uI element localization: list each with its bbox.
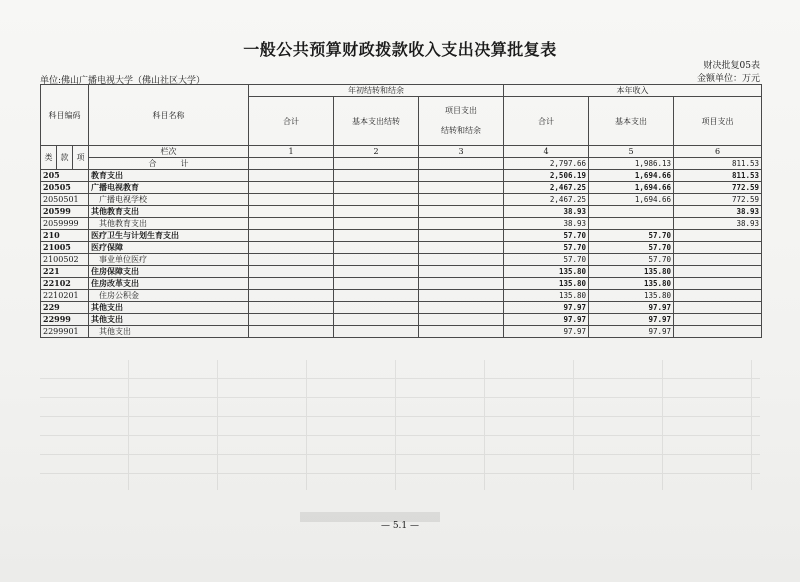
row-carry-total xyxy=(249,302,334,314)
row-subject-name: 事业单位医疗 xyxy=(89,254,249,266)
row-carry-basic xyxy=(334,266,419,278)
row-carry-total xyxy=(249,218,334,230)
col-header-project-carry-line1: 项目支出 xyxy=(445,106,478,115)
col-number-5: 5 xyxy=(589,146,674,158)
row-subject-name: 住房保障支出 xyxy=(89,266,249,278)
row-carry-project xyxy=(419,326,504,338)
row-subject-code: 2059999 xyxy=(41,218,89,230)
table-row xyxy=(41,278,762,290)
table-row xyxy=(41,242,762,254)
row-subject-name: 其他支出 xyxy=(89,326,249,338)
table-row xyxy=(41,314,762,326)
row-carry-basic xyxy=(334,170,419,182)
col-header-project-exp: 项目支出 xyxy=(674,97,762,146)
row-subject-code: 229 xyxy=(41,302,89,314)
table-row xyxy=(41,206,762,218)
row-income-project: 38.93 xyxy=(674,218,762,230)
row-carry-project xyxy=(419,182,504,194)
bleed-through-lines xyxy=(40,360,760,490)
row-income-total: 2,467.25 xyxy=(504,182,589,194)
row-income-basic: 135.80 xyxy=(589,266,674,278)
approval-table xyxy=(40,84,762,338)
row-subject-code: 2100502 xyxy=(41,254,89,266)
row-income-basic: 1,694.66 xyxy=(589,182,674,194)
row-carry-project xyxy=(419,194,504,206)
row-income-project xyxy=(674,266,762,278)
col-header-basic-exp: 基本支出 xyxy=(589,97,674,146)
table-row xyxy=(41,182,762,194)
total-row-income-basic: 1,986.13 xyxy=(589,158,674,170)
row-carry-project xyxy=(419,302,504,314)
row-income-basic: 1,694.66 xyxy=(589,170,674,182)
row-carry-project xyxy=(419,218,504,230)
row-income-total: 97.97 xyxy=(504,314,589,326)
row-subject-name: 住房公积金 xyxy=(89,290,249,302)
row-income-project xyxy=(674,302,762,314)
row-income-total: 38.93 xyxy=(504,206,589,218)
row-carry-basic xyxy=(334,194,419,206)
row-income-total: 57.70 xyxy=(504,254,589,266)
row-carry-basic xyxy=(334,326,419,338)
row-carry-total xyxy=(249,194,334,206)
row-subject-name: 医疗卫生与计划生育支出 xyxy=(89,230,249,242)
row-subject-name: 医疗保障 xyxy=(89,242,249,254)
row-carry-basic xyxy=(334,314,419,326)
row-carry-basic xyxy=(334,218,419,230)
row-income-basic: 57.70 xyxy=(589,242,674,254)
row-carry-total xyxy=(249,242,334,254)
col-header-total-1: 合计 xyxy=(249,97,334,146)
col-number-4: 4 xyxy=(504,146,589,158)
row-income-basic: 135.80 xyxy=(589,290,674,302)
row-income-basic: 1,694.66 xyxy=(589,194,674,206)
row-income-basic: 97.97 xyxy=(589,302,674,314)
row-subject-name: 其他教育支出 xyxy=(89,206,249,218)
total-row-carry-basic xyxy=(334,158,419,170)
row-carry-total xyxy=(249,182,334,194)
row-subject-code: 2050501 xyxy=(41,194,89,206)
document-title: 一般公共预算财政拨款收入支出决算批复表 xyxy=(243,40,557,59)
row-subject-code: 221 xyxy=(41,266,89,278)
row-income-basic: 57.70 xyxy=(589,254,674,266)
row-carry-basic xyxy=(334,230,419,242)
col-header-subject-code: 科目编码 xyxy=(41,85,89,146)
sub-header-xiang: 项 xyxy=(73,146,89,170)
row-income-project xyxy=(674,230,762,242)
col-number-3: 3 xyxy=(419,146,504,158)
row-carry-total xyxy=(249,326,334,338)
row-subject-code: 2299901 xyxy=(41,326,89,338)
row-subject-name: 其他支出 xyxy=(89,302,249,314)
row-income-project xyxy=(674,314,762,326)
table-row xyxy=(41,302,762,314)
col-header-total-2: 合计 xyxy=(504,97,589,146)
row-income-total: 2,467.25 xyxy=(504,194,589,206)
table-row xyxy=(41,218,762,230)
row-carry-basic xyxy=(334,254,419,266)
row-carry-total xyxy=(249,230,334,242)
total-row-carry-total xyxy=(249,158,334,170)
row-income-project xyxy=(674,290,762,302)
table-row xyxy=(41,230,762,242)
row-income-project xyxy=(674,254,762,266)
row-carry-project xyxy=(419,242,504,254)
row-income-basic xyxy=(589,206,674,218)
row-income-total: 97.97 xyxy=(504,326,589,338)
row-subject-name: 广播电视学校 xyxy=(89,194,249,206)
table-row xyxy=(41,326,762,338)
row-carry-total xyxy=(249,278,334,290)
row-income-basic: 97.97 xyxy=(589,314,674,326)
total-row-income-project: 811.53 xyxy=(674,158,762,170)
col-number-6: 6 xyxy=(674,146,762,158)
row-subject-name: 其他教育支出 xyxy=(89,218,249,230)
row-subject-name: 广播电视教育 xyxy=(89,182,249,194)
row-subject-name: 教育支出 xyxy=(89,170,249,182)
table-row xyxy=(41,254,762,266)
row-carry-project xyxy=(419,170,504,182)
row-income-total: 135.80 xyxy=(504,278,589,290)
row-income-total: 57.70 xyxy=(504,242,589,254)
row-subject-code: 2210201 xyxy=(41,290,89,302)
table-body xyxy=(41,170,762,338)
row-carry-total xyxy=(249,266,334,278)
table-row xyxy=(41,290,762,302)
row-carry-basic xyxy=(334,242,419,254)
row-carry-basic xyxy=(334,290,419,302)
row-carry-project xyxy=(419,278,504,290)
row-income-project: 772.59 xyxy=(674,194,762,206)
row-subject-code: 20505 xyxy=(41,182,89,194)
row-carry-basic xyxy=(334,278,419,290)
page-number: — 5.1 — xyxy=(380,521,420,531)
row-subject-code: 22999 xyxy=(41,314,89,326)
sub-header-lei: 类 xyxy=(41,146,57,170)
row-income-basic: 97.97 xyxy=(589,326,674,338)
col-number-1: 1 xyxy=(249,146,334,158)
row-carry-total xyxy=(249,314,334,326)
row-income-total: 38.93 xyxy=(504,218,589,230)
group-header-start-balance: 年初结转和结余 xyxy=(249,85,504,97)
row-carry-total xyxy=(249,206,334,218)
row-carry-project xyxy=(419,230,504,242)
total-row-income-total: 2,797.66 xyxy=(504,158,589,170)
table-row xyxy=(41,266,762,278)
table-row xyxy=(41,170,762,182)
row-income-basic xyxy=(589,218,674,230)
row-income-project: 38.93 xyxy=(674,206,762,218)
row-carry-basic xyxy=(334,206,419,218)
row-subject-code: 210 xyxy=(41,230,89,242)
row-income-project: 772.59 xyxy=(674,182,762,194)
col-header-project-carry xyxy=(419,97,504,146)
col-number-2: 2 xyxy=(334,146,419,158)
total-row-carry-project xyxy=(419,158,504,170)
row-income-basic: 57.70 xyxy=(589,230,674,242)
row-subject-code: 205 xyxy=(41,170,89,182)
row-carry-total xyxy=(249,290,334,302)
row-income-total: 135.80 xyxy=(504,266,589,278)
row-income-total: 97.97 xyxy=(504,302,589,314)
row-carry-basic xyxy=(334,302,419,314)
row-subject-code: 22102 xyxy=(41,278,89,290)
unit-label: 单位:佛山广播电视大学（佛山社区大学） xyxy=(40,76,206,86)
row-subject-name: 住房改革支出 xyxy=(89,278,249,290)
row-subject-code: 20599 xyxy=(41,206,89,218)
row-income-project xyxy=(674,326,762,338)
sub-header-lanci: 栏次 xyxy=(89,146,249,158)
row-subject-code: 21005 xyxy=(41,242,89,254)
row-carry-basic xyxy=(334,182,419,194)
row-income-project xyxy=(674,242,762,254)
row-carry-total xyxy=(249,170,334,182)
row-income-project xyxy=(674,278,762,290)
money-unit: 金额单位：万元 xyxy=(696,74,760,84)
sub-header-kuan: 款 xyxy=(57,146,73,170)
row-carry-total xyxy=(249,254,334,266)
row-carry-project xyxy=(419,290,504,302)
row-subject-name: 其他支出 xyxy=(89,314,249,326)
row-income-total: 2,506.19 xyxy=(504,170,589,182)
row-income-total: 135.80 xyxy=(504,290,589,302)
row-carry-project xyxy=(419,254,504,266)
col-header-basic-carry: 基本支出结转 xyxy=(334,97,419,146)
form-code: 财决批复05表 xyxy=(703,61,760,71)
group-header-current-income: 本年收入 xyxy=(504,85,762,97)
row-income-basic: 135.80 xyxy=(589,278,674,290)
row-income-total: 57.70 xyxy=(504,230,589,242)
row-carry-project xyxy=(419,314,504,326)
table-row xyxy=(41,194,762,206)
row-carry-project xyxy=(419,206,504,218)
col-header-project-carry-line2: 结转和结余 xyxy=(441,126,482,135)
col-header-subject-name: 科目名称 xyxy=(89,85,249,146)
row-income-project: 811.53 xyxy=(674,170,762,182)
total-row-label: 合 计 xyxy=(89,158,249,170)
row-carry-project xyxy=(419,266,504,278)
